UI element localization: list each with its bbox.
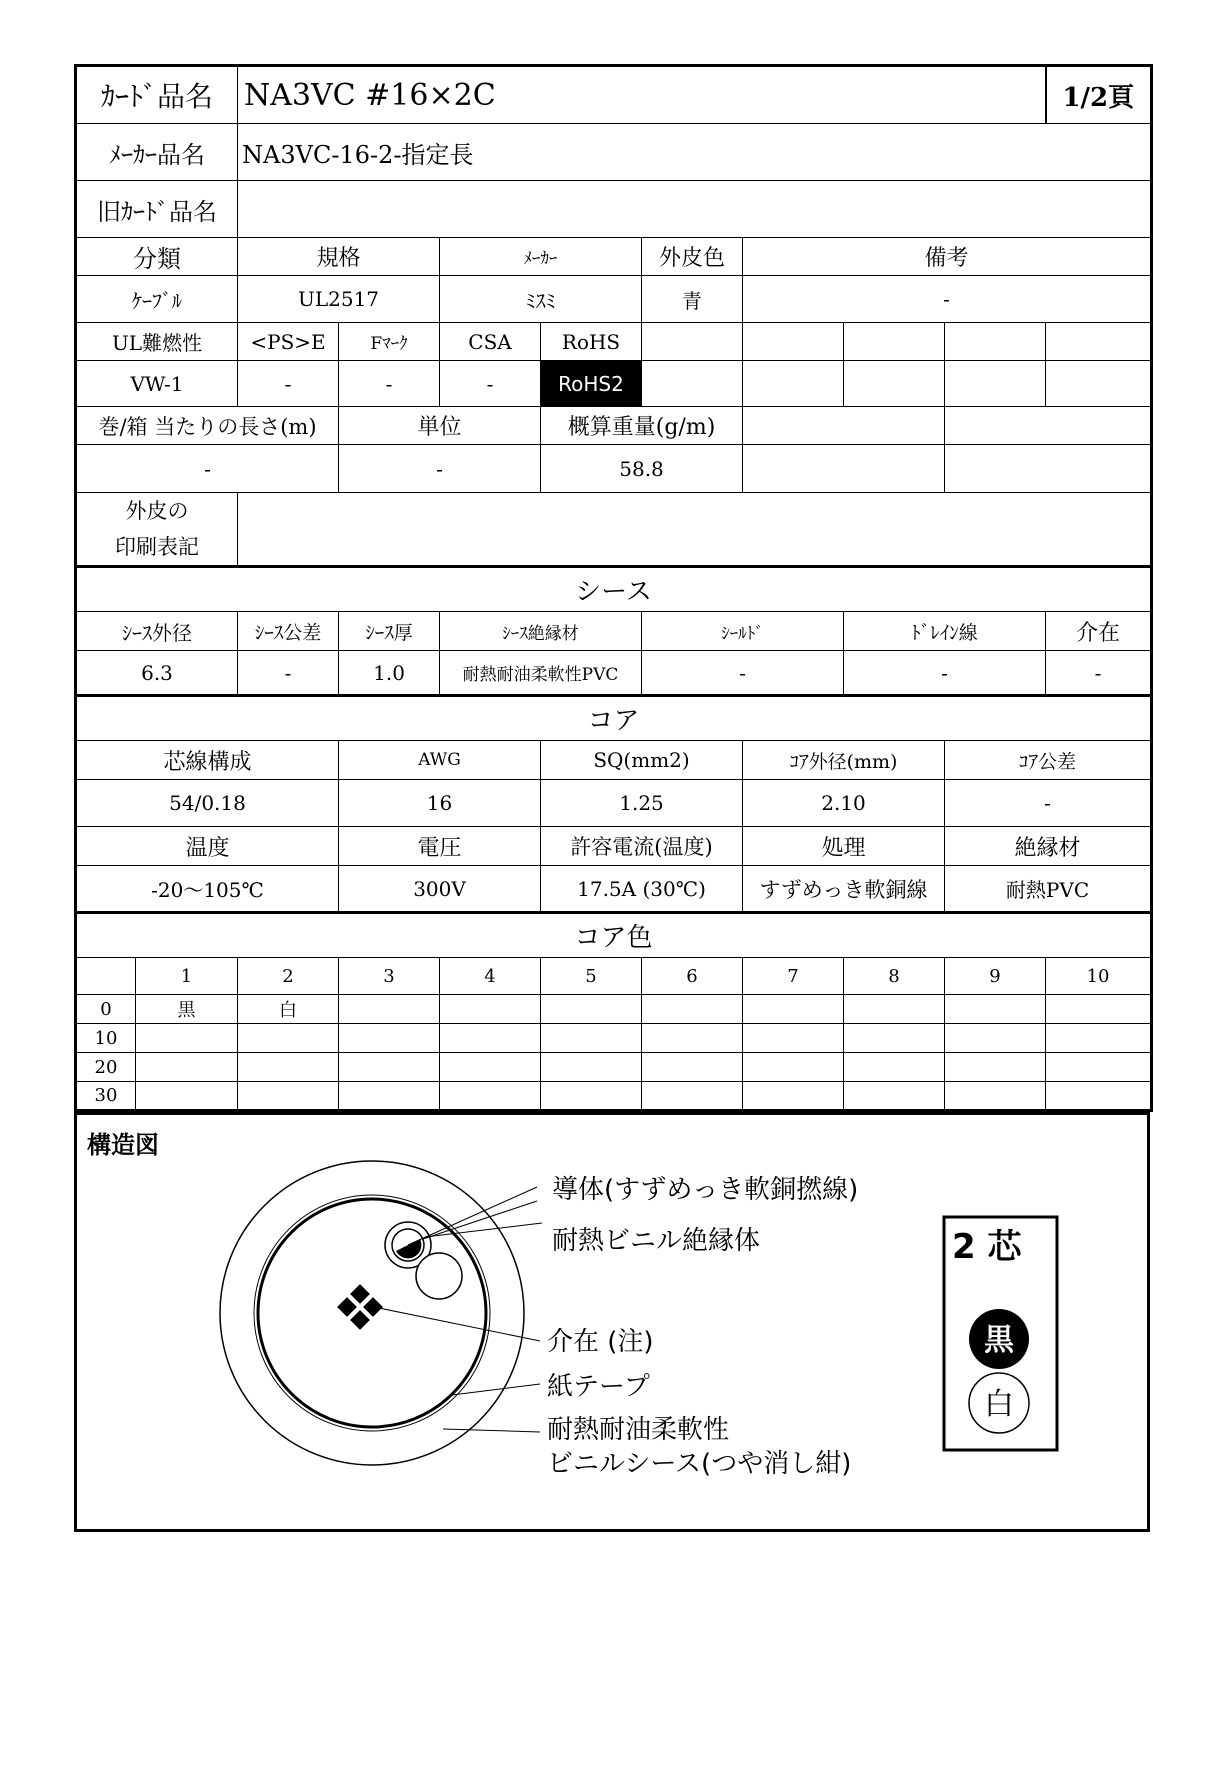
core-color-cell bbox=[642, 1024, 743, 1053]
sheath-insulation-header: ｼｰｽ絶縁材 bbox=[440, 612, 642, 651]
ampacity-value: 17.5A (30℃) bbox=[541, 866, 743, 913]
core-color-cell bbox=[945, 995, 1046, 1024]
blank-cell bbox=[945, 407, 1152, 445]
ul-flame-value: VW-1 bbox=[76, 361, 238, 407]
core-color-cell bbox=[743, 1024, 844, 1053]
legend-black-label: 黒 bbox=[984, 1323, 1014, 1358]
structure-diagram-panel bbox=[74, 1112, 1150, 1532]
core-color-col-9: 9 bbox=[945, 958, 1046, 995]
core-color-col-3: 3 bbox=[339, 958, 440, 995]
core-color-cell bbox=[136, 1082, 238, 1111]
spec-sheet bbox=[74, 64, 1150, 1532]
core-color-cell bbox=[844, 995, 945, 1024]
core-color-cell bbox=[945, 1053, 1046, 1082]
core-color-cell bbox=[945, 1082, 1046, 1111]
spec-table bbox=[74, 64, 1153, 1112]
f-mark-header: Fﾏｰｸ bbox=[339, 323, 440, 361]
core-color-col-10: 10 bbox=[1046, 958, 1152, 995]
core-color-col-6: 6 bbox=[642, 958, 743, 995]
blank-cell bbox=[743, 407, 945, 445]
cable-cross-section-diagram bbox=[77, 1115, 1147, 1529]
core-color-cell: 白 bbox=[238, 995, 339, 1024]
core-color-cell bbox=[238, 1082, 339, 1111]
unit-value: - bbox=[339, 445, 541, 493]
core-color-row-label: 20 bbox=[76, 1053, 136, 1082]
voltage-value: 300V bbox=[339, 866, 541, 913]
drain-wire-value: - bbox=[844, 651, 1046, 696]
filler-header: 介在 bbox=[1046, 612, 1152, 651]
core-color-cell bbox=[440, 1024, 541, 1053]
legend-white-label: 白 bbox=[984, 1387, 1014, 1422]
card-name-label: ｶｰﾄﾞ品名 bbox=[76, 66, 238, 124]
core-color-cell bbox=[642, 1082, 743, 1111]
core-color-col-7: 7 bbox=[743, 958, 844, 995]
strand-config-header: 芯線構成 bbox=[76, 741, 339, 780]
ampacity-header: 許容電流(温度) bbox=[541, 827, 743, 866]
rohs2-badge: RoHS2 bbox=[541, 361, 642, 407]
blank-cell bbox=[1046, 361, 1152, 407]
core-color-col-5: 5 bbox=[541, 958, 642, 995]
core-color-cell bbox=[339, 1082, 440, 1111]
classification-header: 分類 bbox=[76, 238, 238, 276]
core-color-cell bbox=[743, 995, 844, 1024]
old-card-name bbox=[238, 181, 1152, 238]
sheath-thickness-header: ｼｰｽ厚 bbox=[339, 612, 440, 651]
label-insulator: 耐熱ビニル絶縁体 bbox=[552, 1226, 761, 1256]
core-color-cell bbox=[1046, 1082, 1152, 1111]
blank-cell bbox=[844, 323, 945, 361]
rohs-header: RoHS bbox=[541, 323, 642, 361]
sheath-od-header: ｼｰｽ外径 bbox=[76, 612, 238, 651]
csa-header: CSA bbox=[440, 323, 541, 361]
core-od-header: ｺｱ外径(mm) bbox=[743, 741, 945, 780]
sheath-tolerance-header: ｼｰｽ公差 bbox=[238, 612, 339, 651]
core-color-col-1: 1 bbox=[136, 958, 238, 995]
core-color-cell bbox=[541, 1082, 642, 1111]
blank-cell bbox=[743, 361, 844, 407]
core-color-row-label: 30 bbox=[76, 1082, 136, 1111]
core-color-col-8: 8 bbox=[844, 958, 945, 995]
awg-header: AWG bbox=[339, 741, 541, 780]
core-color-row bbox=[76, 1053, 1152, 1082]
maker-header: ﾒｰｶｰ bbox=[440, 238, 642, 276]
core-color-cell bbox=[339, 1024, 440, 1053]
unit-header: 単位 bbox=[339, 407, 541, 445]
print-label-line1: 外皮の bbox=[125, 499, 189, 523]
pse-value: - bbox=[238, 361, 339, 407]
ul-flame-header: UL難燃性 bbox=[76, 323, 238, 361]
core-color-cell bbox=[844, 1082, 945, 1111]
core-color-cell bbox=[642, 1053, 743, 1082]
weight-value: 58.8 bbox=[541, 445, 743, 493]
sheath-tolerance-value: - bbox=[238, 651, 339, 696]
core-color-cell bbox=[541, 995, 642, 1024]
temperature-header: 温度 bbox=[76, 827, 339, 866]
sheath-od-value: 6.3 bbox=[76, 651, 238, 696]
awg-value: 16 bbox=[339, 780, 541, 827]
blank-cell bbox=[945, 445, 1152, 493]
core-color-cell bbox=[743, 1082, 844, 1111]
pse-header: <PS>E bbox=[238, 323, 339, 361]
core-od-value: 2.10 bbox=[743, 780, 945, 827]
core-color-cell bbox=[136, 1024, 238, 1053]
core-count-label: 2 芯 bbox=[952, 1227, 1022, 1267]
core-color-cell bbox=[440, 995, 541, 1024]
core-color-cell bbox=[945, 1024, 1046, 1053]
voltage-header: 電圧 bbox=[339, 827, 541, 866]
blank-cell bbox=[642, 323, 743, 361]
core-color-row bbox=[76, 1024, 1152, 1053]
blank-cell bbox=[945, 361, 1046, 407]
core-white bbox=[416, 1253, 462, 1299]
core-color-row-label: 10 bbox=[76, 1024, 136, 1053]
remarks-value: - bbox=[743, 276, 1152, 323]
core-color-cell bbox=[743, 1053, 844, 1082]
sq-value: 1.25 bbox=[541, 780, 743, 827]
core-color-cell bbox=[844, 1024, 945, 1053]
core-color-cell bbox=[238, 1024, 339, 1053]
core-color-row-label: 0 bbox=[76, 995, 136, 1024]
csa-value: - bbox=[440, 361, 541, 407]
sheath-section-title: シース bbox=[76, 567, 1152, 612]
classification-value: ｹｰﾌﾞﾙ bbox=[76, 276, 238, 323]
sheath-insulation-value: 耐熱耐油柔軟性PVC bbox=[440, 651, 642, 696]
card-name: NA3VC #16×2C bbox=[238, 66, 1046, 124]
sq-header: SQ(mm2) bbox=[541, 741, 743, 780]
strand-config-value: 54/0.18 bbox=[76, 780, 339, 827]
core-color-cell bbox=[339, 1053, 440, 1082]
maker-name: NA3VC-16-2-指定長 bbox=[238, 124, 1152, 181]
shield-header: ｼｰﾙﾄﾞ bbox=[642, 612, 844, 651]
core-color-cell bbox=[642, 995, 743, 1024]
weight-header: 概算重量(g/m) bbox=[541, 407, 743, 445]
page-number: 1/2頁 bbox=[1046, 66, 1152, 124]
jacket-color-value: 青 bbox=[642, 276, 743, 323]
old-card-label: 旧ｶｰﾄﾞ品名 bbox=[76, 181, 238, 238]
core-color-cell bbox=[541, 1024, 642, 1053]
remarks-header: 備考 bbox=[743, 238, 1152, 276]
filler-value: - bbox=[1046, 651, 1152, 696]
maker-value: ﾐｽﾐ bbox=[440, 276, 642, 323]
core-color-cell bbox=[238, 1053, 339, 1082]
print-label-header bbox=[76, 493, 238, 567]
blank-cell bbox=[1046, 323, 1152, 361]
core-color-cell bbox=[136, 1053, 238, 1082]
treatment-header: 処理 bbox=[743, 827, 945, 866]
standard-header: 規格 bbox=[238, 238, 440, 276]
structure-diagram-title: 構造図 bbox=[87, 1131, 159, 1159]
shield-value: - bbox=[642, 651, 844, 696]
treatment-value: すずめっき軟銅線 bbox=[743, 866, 945, 913]
sheath-thickness-value: 1.0 bbox=[339, 651, 440, 696]
core-color-cell bbox=[440, 1053, 541, 1082]
blank-cell bbox=[945, 323, 1046, 361]
core-tolerance-header: ｺｱ公差 bbox=[945, 741, 1152, 780]
maker-name-label: ﾒｰｶｰ品名 bbox=[76, 124, 238, 181]
core-color-cell bbox=[339, 995, 440, 1024]
blank-cell bbox=[743, 445, 945, 493]
blank-cell bbox=[844, 361, 945, 407]
core-color-cell bbox=[440, 1082, 541, 1111]
core-color-cell bbox=[1046, 995, 1152, 1024]
label-sheath-line2: ビニルシース(つや消し紺) bbox=[547, 1449, 852, 1479]
core-section-title: コア bbox=[76, 696, 1152, 741]
insulation-header: 絶縁材 bbox=[945, 827, 1152, 866]
temperature-value: -20～105℃ bbox=[76, 866, 339, 913]
core-color-cell bbox=[541, 1053, 642, 1082]
core-color-cell bbox=[1046, 1053, 1152, 1082]
core-color-cell bbox=[1046, 1024, 1152, 1053]
label-conductor: 導体(すずめっき軟銅撚線) bbox=[552, 1175, 859, 1205]
core-color-section-title: コア色 bbox=[76, 913, 1152, 958]
insulation-value: 耐熱PVC bbox=[945, 866, 1152, 913]
core-color-col-2: 2 bbox=[238, 958, 339, 995]
length-per-reel-header: 巻/箱 当たりの長さ(m) bbox=[76, 407, 339, 445]
blank-cell bbox=[642, 361, 743, 407]
core-color-corner bbox=[76, 958, 136, 995]
jacket-color-header: 外皮色 bbox=[642, 238, 743, 276]
blank-cell bbox=[743, 323, 844, 361]
print-label-value bbox=[238, 493, 1152, 567]
core-color-row bbox=[76, 1082, 1152, 1111]
length-per-reel-value: - bbox=[76, 445, 339, 493]
core-tolerance-value: - bbox=[945, 780, 1152, 827]
core-color-cell: 黒 bbox=[136, 995, 238, 1024]
core-color-col-4: 4 bbox=[440, 958, 541, 995]
drain-wire-header: ﾄﾞﾚｲﾝ線 bbox=[844, 612, 1046, 651]
core-color-row bbox=[76, 995, 1152, 1024]
label-paper-tape: 紙テープ bbox=[547, 1372, 650, 1402]
standard-value: UL2517 bbox=[238, 276, 440, 323]
f-mark-value: - bbox=[339, 361, 440, 407]
label-filler: 介在 (注) bbox=[547, 1327, 654, 1357]
core-color-cell bbox=[844, 1053, 945, 1082]
label-sheath-line1: 耐熱耐油柔軟性 bbox=[547, 1415, 730, 1445]
print-label-line2: 印刷表記 bbox=[115, 535, 199, 559]
